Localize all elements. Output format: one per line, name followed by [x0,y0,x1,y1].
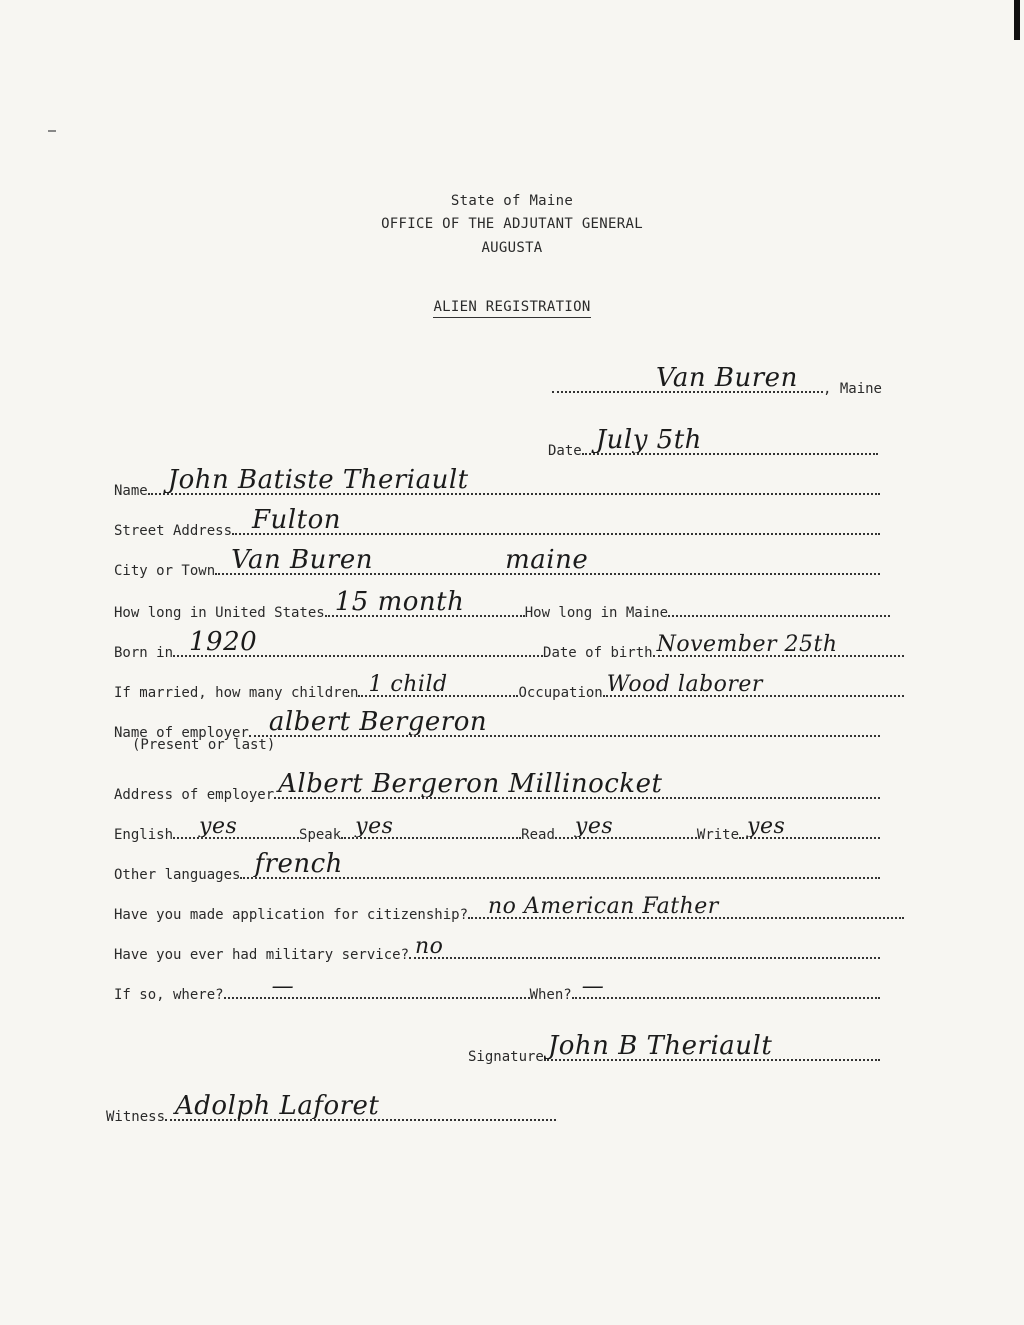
witness-line [106,1088,556,1128]
residence-line [114,584,890,624]
write-value: yes [747,814,786,839]
form-title: ALIEN REGISTRATION [0,299,1024,315]
date-line [548,422,878,462]
citizenship-label: Have you made application for citizenship? [114,907,469,923]
speak-value: yes [355,814,394,839]
children-value: 1 child [368,672,448,697]
witness-field [165,1085,556,1121]
name-value: John Batiste Theriault [167,465,469,495]
name-label: Name [114,483,148,499]
born-in-value: 1920 [189,627,258,657]
english-label: English [114,827,174,843]
witness-value: Adolph Laforet [175,1091,380,1121]
state-value: maine [505,545,589,575]
signature-value: John B Theriault [547,1031,773,1061]
signature-field [544,1025,880,1061]
signature-label: Signature [468,1049,544,1065]
when-field [572,963,880,999]
employer-field [249,701,880,737]
other-languages-field [240,843,880,879]
employer-label: Name of employer [114,725,249,741]
occupation-value: Wood laborer [606,672,763,697]
scan-edge-tick [48,130,56,132]
citizenship-value: no American Father [488,894,719,919]
where-value: — [271,974,295,999]
how-long-maine-field [668,581,890,617]
how-long-us-value: 15 month [334,587,465,617]
witness-label: Witness [106,1109,166,1125]
military-value: no [415,934,444,959]
language-skills-line [114,806,880,846]
name-field [148,459,880,495]
write-label: Write [696,827,740,843]
military-label: Have you ever had military service? [114,947,410,963]
birth-line [114,624,904,664]
born-in-field [173,621,543,657]
street-label: Street Address [114,523,233,539]
employer-address-field [274,763,880,799]
read-field [555,803,697,839]
date-label: Date [548,443,582,459]
english-field [173,803,299,839]
read-value: yes [574,814,614,839]
when-label: When? [529,987,572,1003]
read-label: Read [521,827,555,843]
employer-subline [132,726,275,756]
where-field [224,963,530,999]
signature-line [468,1028,880,1068]
place-town-value: Van Buren [656,363,798,393]
where-label: If so, where? [114,987,224,1003]
dob-label: Date of birth [543,645,653,661]
city-town-value: Van Buren [231,545,373,575]
how-long-maine-label: How long in Maine [524,605,669,621]
write-field [739,803,880,839]
employer-value: albert Bergeron [268,707,488,737]
military-line [114,926,880,966]
date-field [582,419,878,455]
family-line [114,664,904,704]
place-line [552,360,882,400]
scan-edge-mark [1014,0,1020,40]
how-long-us-label: How long in United States [114,605,325,621]
city-town-label: City or Town [114,563,216,579]
when-value: — [581,974,605,999]
city-town-line [114,542,880,582]
employer-address-label: Address of employer [114,787,275,803]
employer-sublabel: (Present or last) [132,737,276,753]
english-value: yes [199,814,238,839]
employer-address-line [114,766,880,806]
office-heading: OFFICE OF THE ADJUTANT GENERAL [381,216,643,232]
city-heading: AUGUSTA [481,240,543,256]
city-town-field [215,539,880,575]
date-value: July 5th [595,425,702,455]
dob-field [653,621,904,657]
place-town-field [552,357,823,393]
other-languages-label: Other languages [114,867,241,883]
dob-value: November 25th [656,632,838,657]
street-line [114,502,880,542]
occupation-field [603,661,904,697]
employer-address-value: Albert Bergeron Millinocket [278,769,663,799]
citizenship-field [468,883,904,919]
children-label: If married, how many children [114,685,359,701]
military-field [409,923,880,959]
service-detail-line [114,966,880,1006]
how-long-us-field [325,581,525,617]
other-languages-value: french [254,849,343,879]
street-value: Fulton [252,505,341,535]
citizenship-line [114,886,904,926]
speak-label: Speak [299,827,342,843]
state-heading: State of Maine [450,193,574,209]
born-in-label: Born in [114,645,174,661]
children-field [358,661,518,697]
speak-field [341,803,521,839]
other-languages-line [114,846,880,886]
occupation-label: Occupation [518,685,603,701]
street-field [232,499,880,535]
name-line [114,462,880,502]
place-state-label: , Maine [822,381,882,397]
